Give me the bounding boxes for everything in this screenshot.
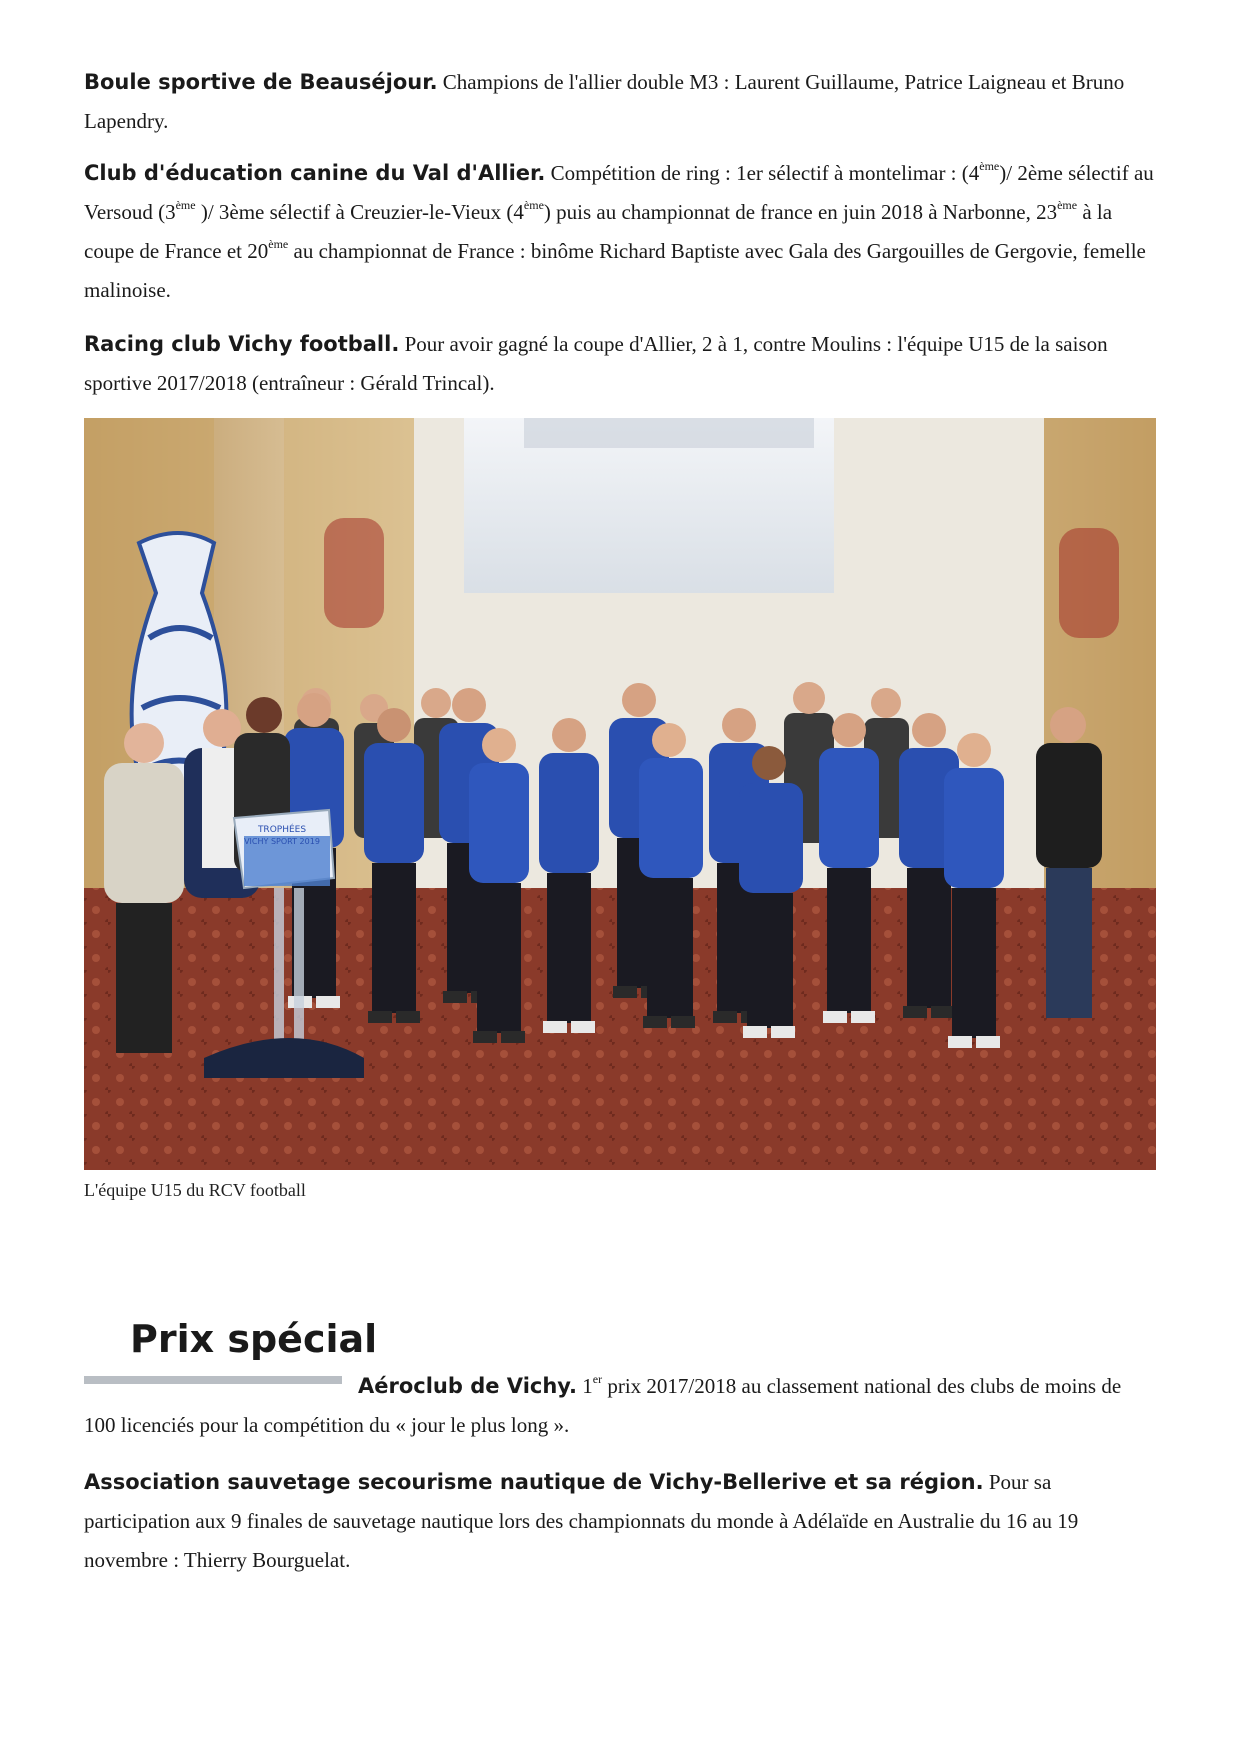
entry-text: 1 — [577, 1374, 593, 1398]
club-name: Club d'éducation canine du Val d'Allier. — [84, 161, 546, 185]
entry-aeroclub — [84, 1367, 1156, 1445]
entry-sauvetage — [84, 1463, 1156, 1580]
podium-line-2: VICHY SPORT 2019 — [244, 837, 320, 846]
entry-boule — [84, 63, 1156, 141]
club-name: Racing club Vichy football. — [84, 332, 400, 356]
club-name: Aéroclub de Vichy. — [358, 1374, 578, 1398]
team-photo — [84, 418, 1156, 1170]
entry-text: Champions de l'allier double M3 : Laurent Guillaume, Patrice Laigneau et Bruno Lapendry. — [84, 70, 1125, 133]
entry-text: Pour avoir gagné la coupe d'Allier, 2 à 1, contre Moulins : l'équipe U15 de la saison sportive 2017/2018 (entraîneur : Gérald Trincal). — [84, 332, 1108, 395]
ordinal-sup: ème — [1057, 198, 1078, 212]
section-title: Prix spécial — [130, 1317, 378, 1361]
ordinal-sup: ème — [175, 198, 196, 212]
entry-text: ) puis au championnat de france en juin 2018 à Narbonne, 23 — [543, 200, 1058, 224]
ordinal-sup: ème — [523, 198, 544, 212]
entry-text: prix 2017/2018 au classement national des clubs de moins de 100 licenciés pour la compétition du « jour le plus long ». — [84, 1374, 1122, 1437]
entry-text: au championnat de France : binôme Richard Baptiste avec Gala des Gargouilles de Gergovie, femelle malinoise. — [84, 239, 1146, 302]
ordinal-sup: ème — [268, 237, 289, 251]
podium-line-1: TROPHÉES — [257, 825, 307, 835]
club-name: Association sauvetage secourisme nautique de Vichy-Bellerive et sa région. — [84, 1470, 984, 1494]
entry-racing-club — [84, 325, 1156, 403]
photo-caption: L'équipe U15 du RCV football — [84, 1180, 306, 1200]
entry-text: Compétition de ring : 1er sélectif à montelimar : (4 — [550, 161, 980, 185]
entry-text: Pour sa participation aux 9 finales de sauvetage nautique lors des championnats du monde à Adélaïde en Australie du 16 au 19 novembre : Thierry Bourguelat. — [84, 1470, 1079, 1572]
entry-text: )/ 2ème sélectif au Versoud (3 — [84, 161, 1154, 224]
ordinal-sup: ème — [979, 159, 1000, 173]
ordinal-sup: er — [592, 1372, 603, 1386]
club-name: Boule sportive de Beauséjour. — [84, 70, 438, 94]
entry-canine — [84, 154, 1156, 310]
entry-text: à la coupe de France et 20 — [84, 200, 1113, 263]
entry-text: )/ 3ème sélectif à Creuzier-le-Vieux (4 — [195, 200, 524, 224]
